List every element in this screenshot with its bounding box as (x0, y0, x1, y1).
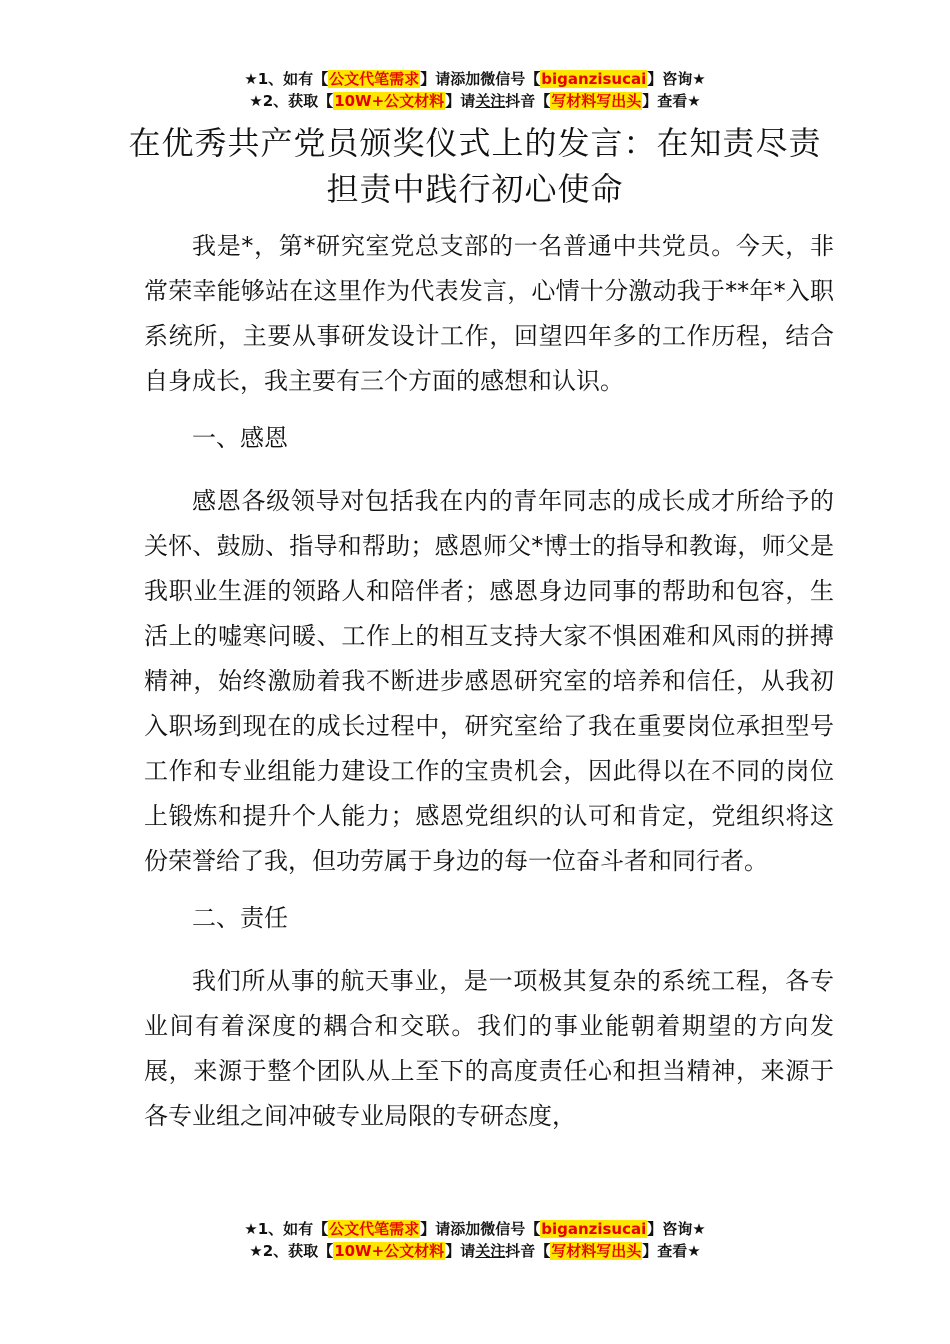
promo-highlight: 公文代笔需求 (329, 70, 420, 88)
promo-line-1 (0, 1218, 950, 1240)
promo-text: ★1、如有【 (244, 1220, 329, 1238)
promo-text: ★1、如有【 (244, 70, 329, 88)
promo-highlight: 公文代笔需求 (329, 1220, 420, 1238)
promo-line-2 (0, 90, 950, 112)
promo-underlined: 关注 (475, 92, 506, 110)
section-heading-responsibility: 二、责任 (192, 904, 288, 932)
paragraph-gratitude: 感恩各级领导对包括我在内的青年同志的成长成才所给予的关怀、鼓励、指导和帮助；感恩师父*博士的指导和教诲，师父是我职业生涯的领路人和陪伴者；感恩身边同事的帮助和包容，生活上的嘘寒问暖、工作上的相互支持大家不惧困难和风雨的拼搏精神，始终激励着我不断进步感恩研究室的培养和信任，从我初入职场到现在的成长过程中，研究室给了我在重要岗位承担型号工作和专业组能力建设工作的宝贵机会，因此得以在不同的岗位上锻炼和提升个人能力；感恩党组织的认可和肯定，党组织将这份荣誉给了我，但功劳属于身边的每一位奋斗者和同行者。 (144, 487, 834, 875)
paragraph-intro: 我是*，第*研究室党总支部的一名普通中共党员。今天，非常荣幸能够站在这里作为代表发言，心情十分激动我于**年*入职系统所，主要从事研发设计工作，回望四年多的工作历程，结合自身成长，我主要有三个方面的感想和认识。 (144, 232, 834, 395)
promo-text: 】请 (445, 92, 476, 110)
promo-line-1 (0, 68, 950, 90)
promo-highlight: 10W+公文材料 (334, 92, 445, 110)
promo-text: 】请添加微信号【 (420, 1220, 541, 1238)
promo-underlined: 关注 (475, 1242, 506, 1260)
document-title: 在优秀共产党员颁奖仪式上的发言：在知责尽责担责中践行初心使命 (128, 124, 822, 208)
document-body (144, 224, 834, 1151)
header-promo-banner (0, 68, 950, 112)
footer-promo-banner (0, 1218, 950, 1262)
paragraph-responsibility: 我们所从事的航天事业，是一项极其复杂的系统工程，各专业间有着深度的耦合和交联。我们的事业能朝着期望的方向发展，来源于整个团队从上至下的高度责任心和担当精神，来源于各专业组之间冲破专业局限的专研态度， (144, 967, 834, 1130)
promo-text: 】请 (445, 1242, 476, 1260)
promo-text: 】咨询★ (647, 70, 706, 88)
promo-text: 】查看★ (642, 92, 701, 110)
promo-wechat-id: biganzisucai (541, 1220, 647, 1238)
promo-text: 】请添加微信号【 (420, 70, 541, 88)
promo-text: ★2、获取【 (249, 1242, 334, 1260)
promo-text: 】咨询★ (647, 1220, 706, 1238)
promo-highlight: 10W+公文材料 (334, 1242, 445, 1260)
section-heading-gratitude: 一、感恩 (192, 424, 288, 452)
promo-line-2 (0, 1240, 950, 1262)
promo-text: ★2、获取【 (249, 92, 334, 110)
promo-douyin-name: 写材料写出头 (551, 92, 642, 110)
promo-wechat-id: biganzisucai (541, 70, 647, 88)
promo-text: 抖音【 (505, 1242, 551, 1260)
promo-text: 】查看★ (642, 1242, 701, 1260)
promo-text: 抖音【 (505, 92, 551, 110)
promo-douyin-name: 写材料写出头 (551, 1242, 642, 1260)
